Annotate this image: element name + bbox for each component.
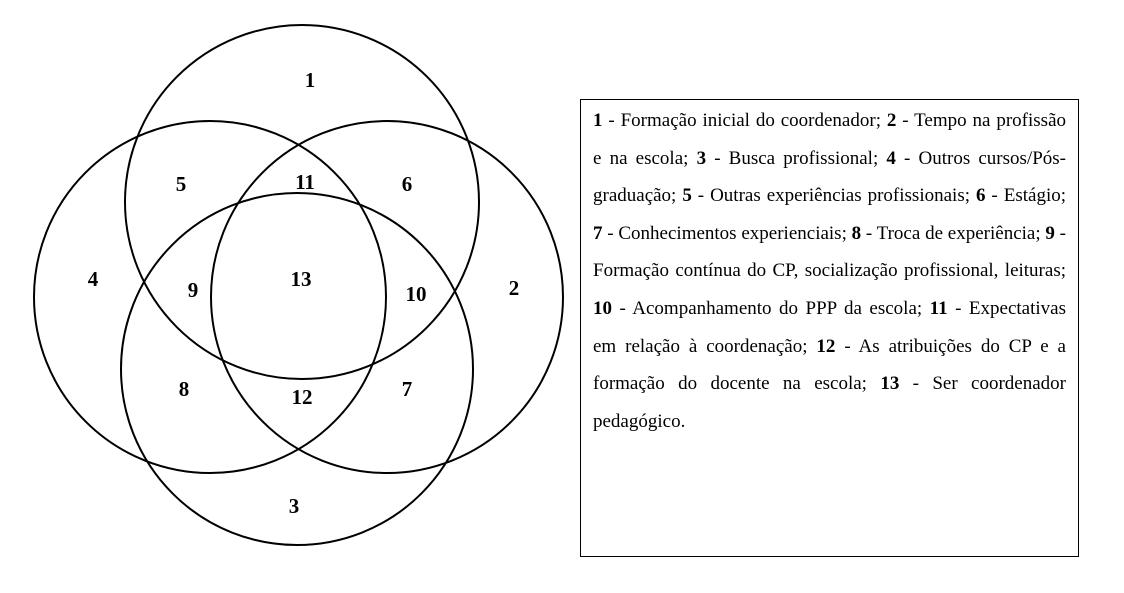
region-label-12: 12	[291, 384, 313, 409]
region-label-10: 10	[405, 281, 427, 306]
circle-bottom	[121, 193, 473, 545]
region-label-4: 4	[87, 266, 99, 291]
region-label-1: 1	[304, 67, 316, 92]
legend-text: - Formação contínua do CP, socialização profissional, leituras;	[593, 222, 1066, 282]
legend-num: 9	[1045, 222, 1055, 244]
legend-num: 3	[696, 147, 707, 169]
legend-text: - Formação inicial do coordenador;	[602, 110, 887, 131]
legend-text: - Tempo na profissão e na escola;	[593, 110, 1067, 169]
legend-num: 4	[886, 147, 896, 169]
legend-text: - Outros cursos/Pós-graduação;	[593, 147, 1066, 207]
legend-text: - Outras experiências profissionais;	[691, 185, 976, 207]
legend-num: 8	[851, 222, 862, 244]
legend-num: 5	[682, 185, 692, 207]
legend-text: - Ser coordenador pedagógico.	[593, 373, 1067, 432]
circle-top	[125, 25, 479, 379]
legend-num: 1	[593, 110, 603, 131]
region-label-7: 7	[401, 376, 413, 401]
region-label-3: 3	[288, 493, 300, 518]
legend-text: - Estágio;	[985, 185, 1066, 207]
region-label-2: 2	[508, 275, 520, 300]
region-label-9: 9	[187, 277, 199, 302]
legend-box	[580, 99, 1079, 557]
legend-num: 11	[929, 297, 948, 319]
legend-num: 7	[593, 222, 603, 244]
legend-num: 10	[593, 297, 612, 319]
region-label-8: 8	[178, 376, 190, 401]
legend-text: - Busca profissional;	[706, 147, 887, 169]
legend-num: 12	[816, 335, 836, 357]
legend-text: - Expectativas em relação à coordenação;	[593, 297, 1066, 357]
legend-text: - Acompanhamento do PPP da escola;	[612, 297, 930, 319]
legend-num: 2	[886, 110, 897, 131]
region-label-6: 6	[401, 171, 413, 196]
region-label-13: 13	[290, 266, 312, 291]
legend-num: 13	[880, 373, 900, 395]
legend-text: - Troca de experiência;	[861, 222, 1046, 244]
region-label-5: 5	[175, 171, 187, 196]
legend-num: 6	[975, 185, 986, 207]
legend-text: - Conhecimentos experienciais;	[602, 222, 852, 244]
region-label-11: 11	[295, 169, 315, 194]
legend-text: - As atribuições do CP e a formação do docente na escola;	[593, 335, 1066, 395]
